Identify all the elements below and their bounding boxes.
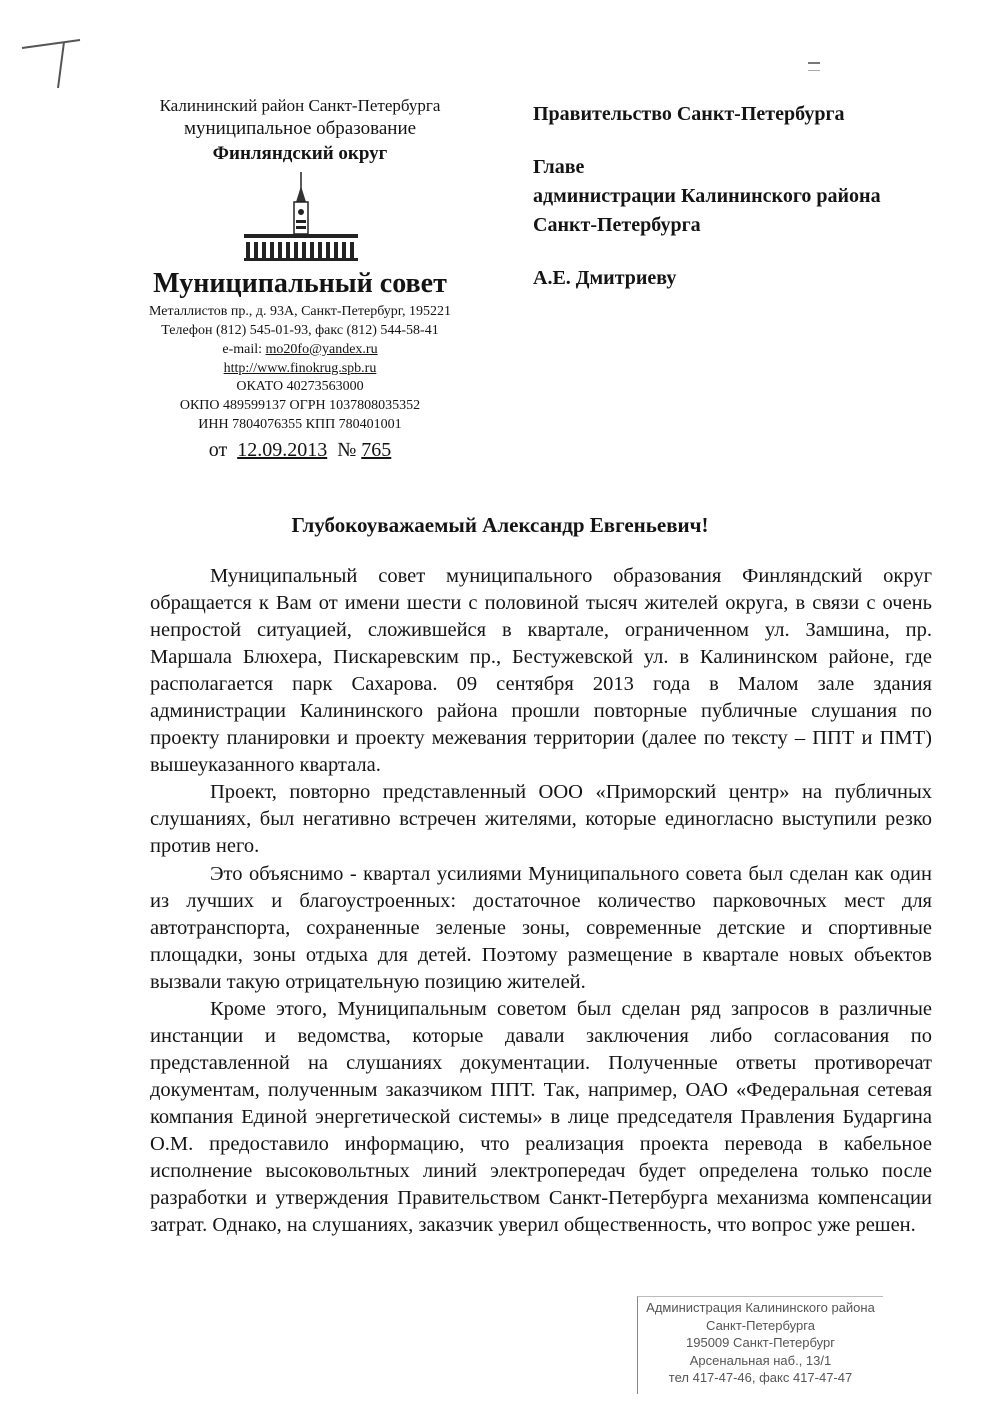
body-paragraph: Проект, повторно представленный ООО «Приморский центр» на публичных слушаниях, был негативно встречен жителями, которые единогласно выступили резко против него. (150, 781, 932, 858)
letterhead-council: Муниципальный совет (153, 268, 447, 300)
addressee-government: Правительство Санкт-Петербурга (533, 103, 845, 125)
letterhead-district: Калининский район Санкт-Петербурга (159, 96, 441, 115)
body-paragraph: Кроме этого, Муниципальным советом был сделан ряд запросов в различные инстанции и ведомства, которые давали заключения либо согласования по представленной на слушаниях документации. Полученные ответы противоречат документам, полученным заказчиком ППТ. Так, например, ОАО «Федеральная сетевая компания Единой энергетической системы» в лице председателя Правления Бударгина О.М. предоставило информацию, что реализация проекта перевода в кабельное исполнение высоковольтных линий электропередач будет определена только после разработки и утверждения Правительством Санкт-Петербурга механизма компенсации затрат. Однако, на слушаниях, заказчик уверил общественность, что вопрос уже решен. (150, 997, 932, 1237)
date-prefix: от (208, 439, 228, 462)
letter-body (150, 563, 932, 1239)
body-paragraph: Это объяснимо - квартал усилиями Муниципального совета был сделан как один из лучших и благоустроенных: достаточное количество парковочных мест для автотранспорта, сохраненные зеленые зоны, современные детские и спортивные площадки, зоны отдыха для детей. Поэтому размещение в квартале новых объектов вызвали такую отрицательную позицию жителей. (150, 862, 932, 993)
letterhead-okrug: Финляндский округ (212, 142, 388, 164)
addressee-block (533, 100, 973, 293)
addressee-title: Главе (533, 156, 585, 178)
stamp-line: тел 417-47-46, факс 417-47-47 (668, 1370, 853, 1386)
handwritten-mark (20, 30, 90, 90)
addressee-administration: администрации Калининского района (533, 185, 881, 207)
letterhead (120, 95, 480, 463)
building-emblem-icon (240, 172, 360, 262)
letter-number: 765 (361, 439, 392, 462)
addressee-city: Санкт-Петербурга (533, 214, 701, 236)
addressee-name: А.Е. Дмитриеву (533, 267, 677, 289)
letterhead-inn-kpp: ИНН 7804076355 КПП 780401001 (198, 417, 402, 433)
letterhead-okpo-ogrn: ОКПО 489599137 ОГРН 1037808035352 (179, 398, 421, 414)
website-link[interactable]: http://www.finokrug.spb.ru (223, 360, 377, 376)
number-prefix: № (337, 439, 357, 462)
letterhead-email-row (120, 341, 480, 360)
email-link[interactable]: mo20fo@yandex.ru (265, 341, 378, 357)
stamp-line: 195009 Санкт-Петербург (686, 1335, 835, 1351)
stamp-line: Арсенальная наб., 13/1 (689, 1352, 832, 1368)
stamp-line: Санкт-Петербурга (706, 1317, 815, 1333)
body-paragraph: Муниципальный совет муниципального образования Финляндский округ обращается к Вам от имени шести с половиной тысяч жителей округа, в связи с очень непростой ситуацией, сложившейся в квартале, ограниченном ул. Замшина, пр. Маршала Блюхера, Пискаревским пр., Бестужевской ул. в Калининском районе, где располагается парк Сахарова. 09 сентября 2013 года в Малом зале здания администрации Калининского района прошли повторные публичные слушания по проекту планировки и проекту межевания территории (далее по тексту – ППТ и ПМТ) вышеуказанного квартала. (150, 565, 932, 777)
letterhead-mo: муниципальное образование (183, 118, 417, 140)
scan-mark (808, 62, 820, 64)
greeting: Глубокоуважаемый Александр Евгеньевич! (291, 513, 709, 537)
letterhead-address: Металлистов пр., д. 93А, Санкт-Петербург, 195221 (149, 303, 451, 319)
letter-date-number (120, 437, 480, 463)
email-label: e-mail: (222, 341, 266, 357)
stamp-line: Администрация Калининского района (646, 1300, 875, 1315)
letter-date: 12.09.2013 (237, 439, 328, 462)
letterhead-okato: ОКАТО 40273563000 (236, 379, 364, 395)
scan-mark (808, 70, 820, 71)
letterhead-phone-fax: Телефон (812) 545-01-93, факс (812) 544-58-41 (161, 322, 439, 338)
received-stamp (637, 1296, 883, 1394)
